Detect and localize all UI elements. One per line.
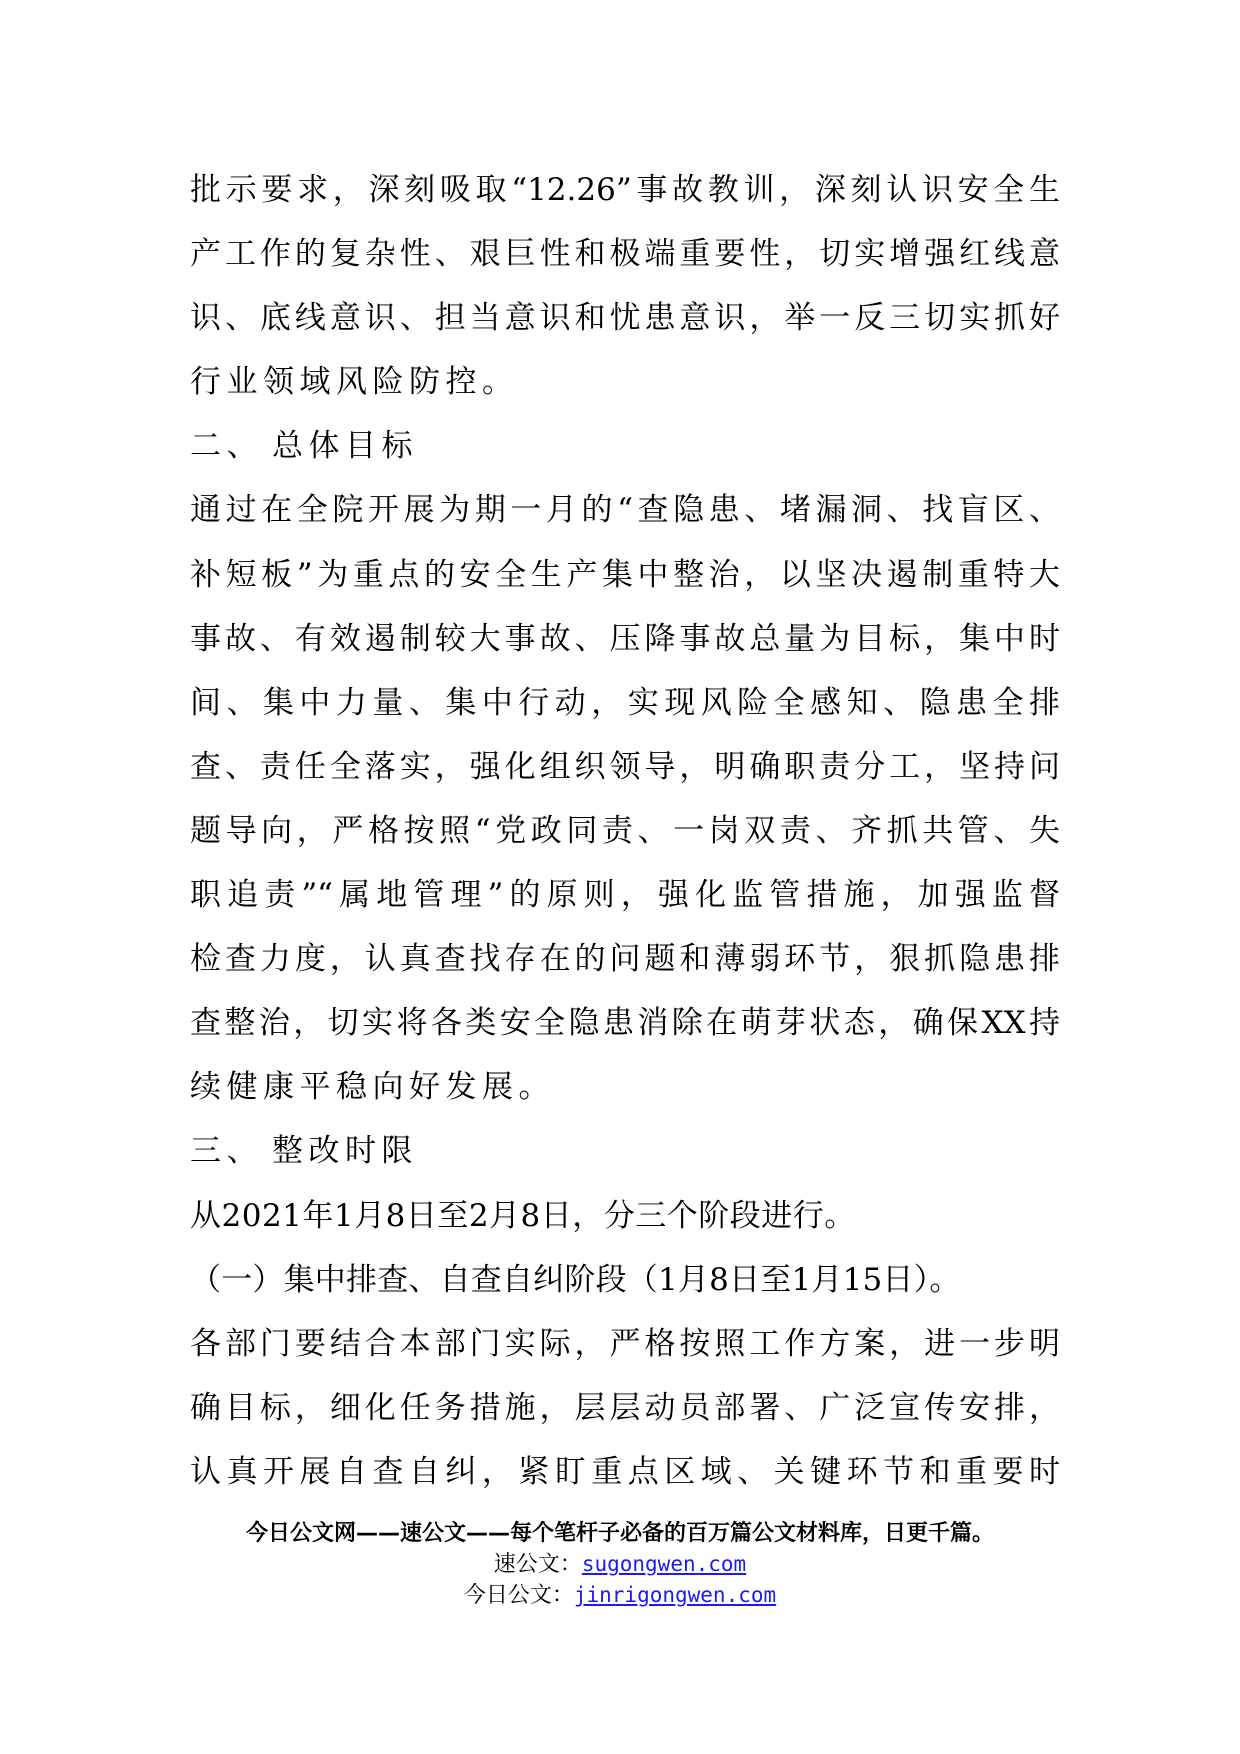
section-title: 整改时限 [272,1133,418,1170]
paragraph-line: 通过在全院开展为期一月的“查隐患、堵漏洞、找盲区、 [190,492,1060,529]
footer-site-1 [0,1549,1240,1580]
document-body [190,158,1060,1504]
footer-site-1-link[interactable]: sugongwen.com [581,1552,747,1576]
footer-site-1-label: 速公文： [493,1552,582,1577]
paragraph-line: 认真开展自查自纠，紧盯重点区域、关键环节和重要时 [190,1453,1060,1490]
paragraph-line: 间、集中力量、集中行动，实现风险全感知、隐患全排 [190,684,1060,721]
page-footer [0,1518,1240,1611]
paragraph-line: 查整治，切实将各类安全隐患消除在萌芽状态，确保XX持 [190,1005,1060,1042]
paragraph-line: 产工作的复杂性、艰巨性和极端重要性，切实增强红线意 [190,236,1060,273]
footer-site-2 [0,1580,1240,1611]
paragraph-line: （一）集中排查、自查自纠阶段（1月8日至1月15日）。 [190,1261,961,1298]
paragraph-line: 行业领域风险防控。 [190,364,519,401]
paragraph-line: 续健康平稳向好发展。 [190,1069,555,1106]
paragraph-line: 确目标，细化任务措施，层层动员部署、广泛宣传安排， [190,1389,1060,1426]
section-title: 总体目标 [272,428,418,465]
paragraph-line: 查、责任全落实，强化组织领导，明确职责分工，坚持问 [190,748,1060,785]
section-heading-2 [190,414,1060,478]
paragraph-line: 补短板”为重点的安全生产集中整治，以坚决遏制重特大 [190,556,1060,593]
section-number: 三、 [190,1133,263,1170]
paragraph-line: 事故、有效遏制较大事故、压降事故总量为目标，集中时 [190,620,1060,657]
paragraph-line: 题导向，严格按照“党政同责、一岗双责、齐抓共管、失 [190,812,1060,849]
paragraph-line: 职追责”“属地管理”的原则，强化监管措施，加强监督 [190,877,1060,914]
paragraph-line: 从2021年1月8日至2月8日，分三个阶段进行。 [190,1197,856,1234]
paragraph-line: 识、底线意识、担当意识和忧患意识，举一反三切实抓好 [190,300,1060,337]
paragraph-line: 批示要求，深刻吸取“12.26”事故教训，深刻认识安全生 [190,172,1060,208]
section-number: 二、 [190,428,263,465]
paragraph-line: 各部门要结合本部门实际，严格按照工作方案，进一步明 [190,1325,1060,1362]
footer-site-2-label: 今日公文： [463,1583,574,1608]
footer-promo: 今日公文网——速公文——每个笔杆子必备的百万篇公文材料库，日更千篇。 [245,1521,994,1546]
paragraph-line: 检查力度，认真查找存在的问题和薄弱环节，狠抓隐患排 [190,941,1060,978]
footer-site-2-link[interactable]: jinrigongwen.com [573,1583,777,1607]
section-heading-3 [190,1119,1060,1183]
